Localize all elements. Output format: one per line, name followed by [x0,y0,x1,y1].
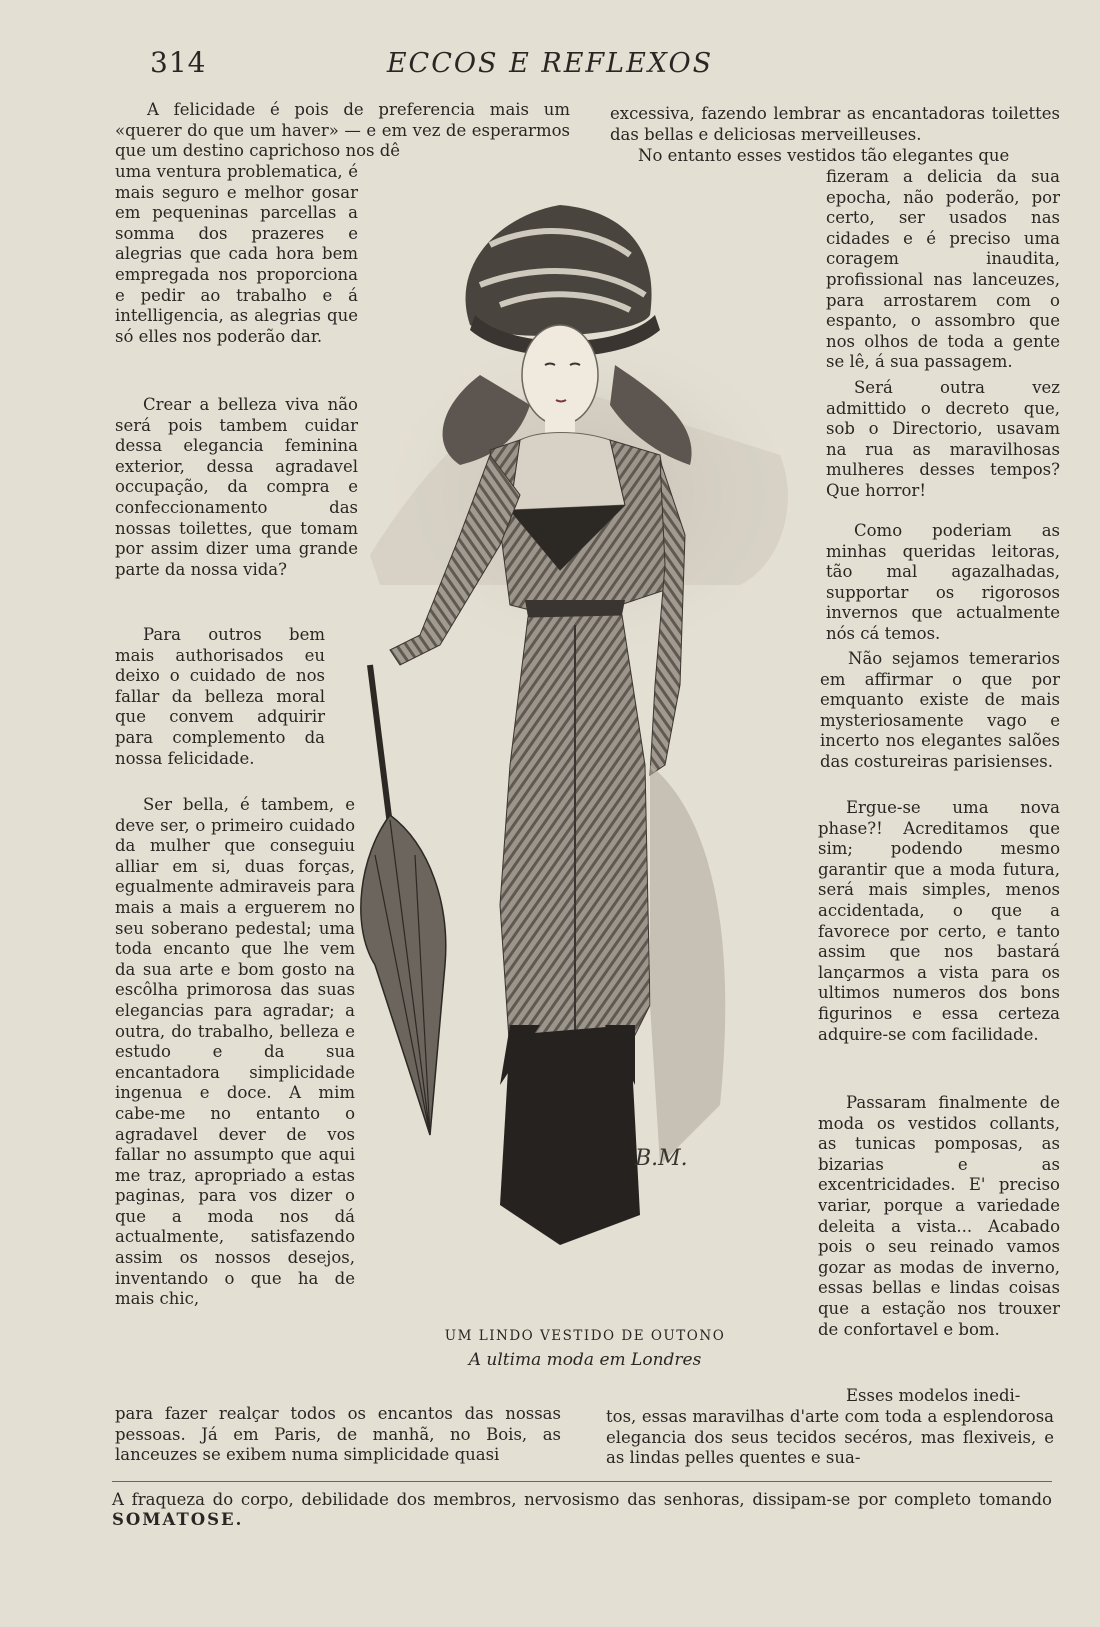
advertisement-footnote [112,1490,1052,1530]
right-paragraph-4: Será outra vez admittido o decreto que, sob o Directorio, usavam na rua as maravilhosas mulheres desses tempos? Que horror! [826,378,1060,500]
footnote-rule [112,1481,1052,1482]
left-paragraph-3: Crear a belleza viva não será pois tambem cuidar dessa elegancia feminina exterior, dessa agradavel occupação, da compra e confeccionamento das nossas toilettes, que tomam por assim dizer uma grande parte da nossa vida? [115,395,358,579]
left-paragraph-1: A felicidade é pois de preferencia mais um «querer do que um haver» — e em vez de esperarmos que um destino caprichoso nos dê [115,100,570,161]
umbrella-handle [370,665,390,825]
left-paragraph-4: Para outros bem mais authorisados eu deixo o cuidado de nos fallar da belleza moral que convem adquirir para complemento da nossa felicidade. [115,625,325,768]
right-paragraph-2: No entanto esses vestidos tão elegantes que [638,146,1010,165]
left-paragraph-6: para fazer realçar todos os encantos das nossas pessoas. Já em Paris, de manhã, no Bois, as lanceuzes se exibem numa simplicidade quasi [115,1404,561,1465]
right-paragraph-9: Esses modelos inedi- [846,1386,1021,1405]
fashion-illustration [360,205,800,1325]
right-paragraph-3: fizeram a delicia da sua epocha, não poderão, por certo, ser usados nas cidades e é preciso uma coragem inaudita, profissional nas lanceuzes, para arrostarem com o espanto, o assombro que nos olhos de toda a gente se lê, á sua passagem. [826,167,1060,372]
face [522,325,598,425]
caption-title: UM LINDO VESTIDO DE OUTONO [444,1328,726,1344]
umbrella-canopy [361,815,446,1135]
brand-name: SOMATOSE. [112,1510,244,1529]
artist-signature: B.M. [635,1146,688,1171]
left-paragraph-5: Ser bella, é tambem, e deve ser, o primeiro cuidado da mulher que conseguiu alliar em si, duas forças, egualmente admiraveis para mais a mais a erguerem no seu soberano pedestal; uma toda encanto que lhe vem da sua arte e bom gosto na escôlha primorosa das suas elegancias para agradar; a outra, do trabalho, belleza e estudo e da sua encantadora simplicidade ingenua e doce. A mim cabe-me no entanto o agradavel dever de vos fallar no assumpto que aqui me traz, apropriado a estas paginas, para vos dizer o que a moda nos dá actualmente, satisfazendo assim os nossos desejos, inventando o que ha de mais chic, [115,795,355,1309]
caption-subtitle: A ultima moda em Londres [468,1350,702,1370]
lace-yoke [510,433,625,511]
running-head: ECCOS E REFLEXOS [386,48,714,79]
right-paragraph-1: excessiva, fazendo lembrar as encantadoras toilettes das bellas e deliciosas merveilleuses. [610,104,1060,144]
figure-shadow [650,765,725,1165]
skirt-hem [500,1025,640,1245]
right-paragraph-8: Passaram finalmente de moda os vestidos collants, as tunicas pomposas, as bizarias e as excentricidades. E' preciso variar, porque a variedade deleita a vista... Acabado pois o seu reinado vamos gozar as modas de inverno, essas bellas e lindas coisas que a estação nos trouxer de confortavel e bom. [818,1093,1060,1339]
right-paragraph-10: tos, essas maravilhas d'arte com toda a esplendorosa elegancia dos seus tecidos secéros, mas flexiveis, e as lindas pelles quentes e sua- [606,1407,1054,1468]
belt [525,600,625,617]
right-paragraph-7: Ergue-se uma nova phase?! Acreditamos que sim; podendo mesmo garantir que a moda futura, será mais simples, menos accidentada, o que a favorece por certo, e tanto assim que nos bastará lançarmos a vista para os ultimos numeros dos bons figurinos e essa certeza adquire-se com facilidade. [818,798,1060,1044]
illustration-svg [360,205,800,1325]
footnote-text: A fraqueza do corpo, debilidade dos membros, nervosismo das senhoras, dissipam-se por completo tomando [112,1490,1052,1509]
right-paragraph-5: Como poderiam as minhas queridas leitoras, tão mal agazalhadas, supportar os rigorosos invernos que actualmente nós cá temos. [826,521,1060,643]
page-number: 314 [150,46,207,79]
right-paragraph-6: Não sejamos temerarios em affirmar o que por emquanto existe de mais mysteriosamente vago e incerto nos elegantes salões das costureiras parisienses. [820,649,1060,771]
left-paragraph-2: uma ventura problematica, é mais seguro e melhor gosar em pequeninas parcellas a somma dos prazeres e alegrias que cada hora bem empregada nos proporciona e pedir ao trabalho e á intelligencia, as alegrias que só elles nos poderão dar. [115,162,358,346]
